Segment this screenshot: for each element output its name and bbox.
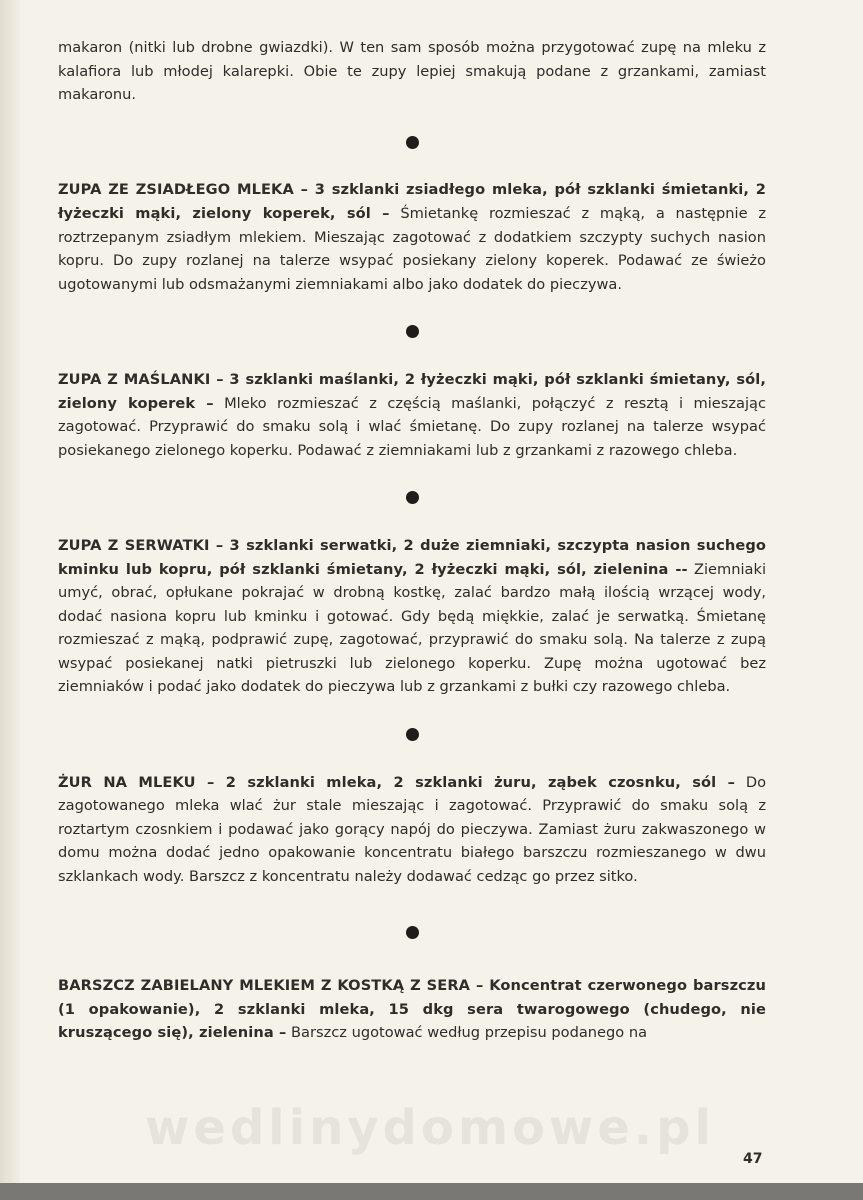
bullet-icon xyxy=(406,491,419,504)
recipe-heading: ZUPA ZE ZSIADŁEGO MLEKA – 3 szklanki zsiadłego mleka, pół szklanki śmietanki, 2 łyżeczki mąki, zielony koperek, sól – xyxy=(58,181,766,222)
recipe-heading: ŻUR NA MLEKU – 2 szklanki mleka, 2 szklanki żuru, ząbek czosnku, sól – xyxy=(58,773,736,791)
separator-bullet xyxy=(58,322,766,346)
bullet-icon xyxy=(406,325,419,338)
page-edge-shadow xyxy=(0,0,22,1200)
watermark: wedlinydomowe.pl xyxy=(145,1100,715,1156)
page-content xyxy=(58,36,766,1045)
separator-bullet xyxy=(58,133,766,157)
bullet-icon xyxy=(406,136,419,149)
separator-bullet xyxy=(58,725,766,749)
recipe-maslanka xyxy=(58,368,766,462)
separator-bullet xyxy=(58,923,766,947)
bullet-icon xyxy=(406,926,419,939)
recipe-body: Mleko rozmieszać z częścią maślanki, połączyć z resztą i mieszając zagotować. Przyprawić do smaku solą i wlać śmietanę. Do zupy rozlanej na talerze wsypać posiekanego zielonego koperku. Podawać z ziemniakami lub z grzankami z razowego chleba. xyxy=(58,394,767,459)
bullet-icon xyxy=(406,728,419,741)
recipe-body: Śmietankę rozmieszać z mąką, a następnie z roztrzepanym zsiadłym mlekiem. Mieszając zagotować z dodatkiem szczypty suchych nasion kopru. Do zupy rozlanej na talerze wsypać posiekany zielony koperek. Podawać ze świeżo ugotowanymi lub odsmażanymi ziemniakami albo jako dodatek do pieczywa. xyxy=(58,204,766,293)
page-number: 47 xyxy=(743,1151,763,1167)
intro-paragraph: makaron (nitki lub drobne gwiazdki). W ten sam sposób można przygotować zupę na mleku z kalafiora lub młodej kalarepki. Obie te zupy lepiej smakują podane z grzankami, zamiast makaronu. xyxy=(58,39,766,104)
recipe-heading: ZUPA Z MAŚLANKI – 3 szklanki maślanki, 2 łyżeczki mąki, pół szklanki śmietany, sól, zielony koperek – xyxy=(58,370,766,412)
recipe-zur-na-mleku xyxy=(58,771,766,889)
recipe-body: Barszcz ugotować według przepisu podanego na xyxy=(291,1024,648,1042)
scan-bottom-edge xyxy=(0,1183,863,1200)
recipe-heading: BARSZCZ ZABIELANY MLEKIEM Z KOSTKĄ Z SERA – Koncentrat czerwonego barszczu (1 opakowanie), 2 szklanki mleka, 15 dkg sera twarogowego (chudego, nie kruszącego się), zielenina – xyxy=(58,977,766,1042)
recipe-zsiadle-mleko xyxy=(58,178,766,296)
recipe-body: Ziemniaki umyć, obrać, opłukane pokrajać w drobną kostkę, zalać bardzo małą ilością wrzącej wody, dodać nasiona kopru lub kminku i gotować. Gdy będą miękkie, zalać je serwatką. Śmietanę rozmieszać z mąką, podprawić zupę, zagotować, przyprawić do smaku solą. Na talerze z zupą wsypać posiekanej natki pietruszki lub zielonego koperku. Zupę można ugotować bez ziemniaków i podać jako dodatek do pieczywa lub z grzankami z bułki czy razowego chleba. xyxy=(58,560,766,696)
recipe-body: Do zagotowanego mleka wlać żur stale mieszając i zagotować. Przyprawić do smaku solą z roztartym czosnkiem i podawać jako gorący napój do pieczywa. Zamiast żuru zakwaszonego w domu można dodać jedno opakowanie koncentratu białego barszczu rozmieszanego w dwu szklankach wody. Barszcz z koncentratu należy dodawać cedząc go przez sitko. xyxy=(58,773,767,886)
recipe-heading: ZUPA Z SERWATKI – 3 szklanki serwatki, 2 duże ziemniaki, szczypta nasion suchego kminku lub kopru, pół szklanki śmietany, 2 łyżeczki mąki, sól, zielenina -- xyxy=(58,536,766,578)
recipe-serwatka xyxy=(58,534,766,699)
separator-bullet xyxy=(58,488,766,512)
recipe-barszcz-zabielany xyxy=(58,974,766,1045)
